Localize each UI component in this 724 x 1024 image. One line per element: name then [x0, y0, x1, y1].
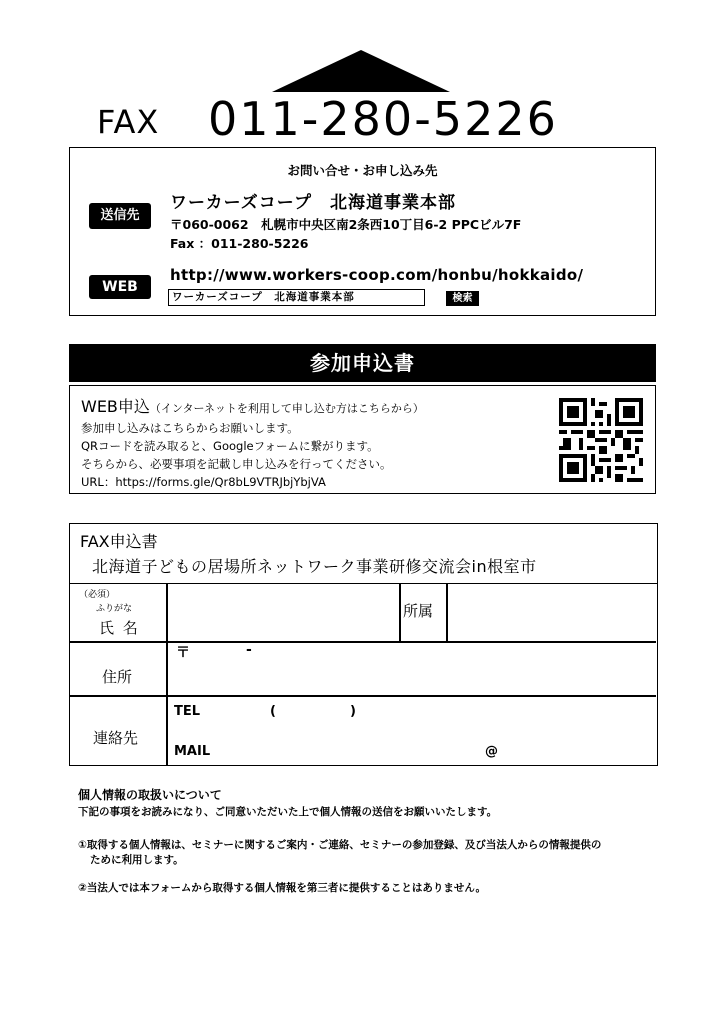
- fax-form-title: FAX申込書: [80, 532, 158, 551]
- affiliation-field[interactable]: [449, 584, 655, 640]
- search-button[interactable]: 検索: [446, 291, 479, 306]
- web-line: そちらから、必要事項を記載し申し込みを行ってください。: [81, 457, 392, 471]
- organization-name: ワーカーズコープ 北海道事業本部: [170, 193, 456, 213]
- contact-heading: お問い合せ・お申し込み先: [287, 163, 438, 178]
- web-application-title-note: （インターネットを利用して申し込む方はこちらから）: [149, 402, 424, 415]
- required-note: （必須）: [79, 590, 116, 600]
- fax-line: Fax ：011-280-5226: [170, 236, 309, 251]
- application-banner: 参加申込書: [69, 344, 656, 382]
- address-label: 住所: [102, 668, 133, 686]
- tel-field[interactable]: [210, 699, 650, 723]
- web-badge: WEB: [89, 275, 151, 299]
- tel-label: TEL: [174, 704, 201, 719]
- privacy-item-2: ②当法人では本フォームから取得する個人情報を第三者に提供することはありません。: [78, 882, 486, 894]
- web-url-link[interactable]: http://www.workers-coop.com/honbu/hokkaido/: [170, 266, 584, 284]
- fax-form-title-box: [69, 523, 658, 584]
- column-divider: [399, 584, 401, 642]
- furigana-label: ふりがな: [96, 604, 133, 614]
- qr-code-icon[interactable]: [559, 398, 643, 482]
- privacy-intro: 下記の事項をお読みになり、ご同意いただいた上で個人情報の送信をお願いいたします。: [78, 806, 498, 818]
- send-to-badge: 送信先: [89, 203, 151, 229]
- privacy-item-1: ①取得する個人情報は、セミナーに関するご案内・ご連絡、セミナーの参加登録、及び当法人からの情報提供の: [78, 839, 602, 851]
- web-application-title: [81, 394, 424, 417]
- column-divider: [166, 584, 168, 765]
- fax-form-table: [69, 583, 658, 766]
- web-application-box: [69, 385, 656, 494]
- web-line: QRコードを読み取ると、Googleフォームに繋がります。: [81, 439, 379, 453]
- tel-open-paren: (: [270, 704, 276, 719]
- address-field[interactable]: [190, 643, 650, 693]
- mail-label: MAIL: [174, 744, 211, 759]
- search-input[interactable]: ワーカーズコープ 北海道事業本部: [168, 289, 425, 306]
- postal-mark: 〒: [176, 645, 190, 661]
- postal-dash: -: [246, 642, 252, 658]
- column-divider: [446, 584, 448, 642]
- address: 〒060-0062 札幌市中央区南2条西10丁目6-2 PPCビル7F: [170, 217, 522, 232]
- fax-number: 011-280-5226: [208, 92, 558, 146]
- tel-close-paren: ): [350, 704, 356, 719]
- web-line: 参加申し込みはこちらからお願いします。: [81, 421, 299, 435]
- event-name: 北海道子どもの居場所ネットワーク事業研修交流会in根室市: [92, 557, 537, 576]
- name-field[interactable]: [176, 584, 398, 640]
- mail-field[interactable]: [220, 739, 650, 763]
- affiliation-label: 所属: [403, 602, 434, 620]
- contact-box: [69, 147, 656, 316]
- roof-triangle-icon: [272, 50, 450, 92]
- web-application-title-text: WEB申込: [81, 397, 150, 416]
- contact-label: 連絡先: [93, 729, 139, 747]
- fax-label: FAX: [97, 103, 160, 141]
- name-label: 氏 名: [99, 619, 140, 637]
- privacy-item-1-cont: ために利用します。: [90, 854, 184, 866]
- row-divider: [70, 695, 656, 697]
- privacy-heading: 個人情報の取扱いについて: [78, 788, 222, 802]
- at-mark: @: [485, 744, 498, 759]
- web-url-line[interactable]: URL：https://forms.gle/Qr8bL9VTRJbjYbjVA: [81, 475, 326, 489]
